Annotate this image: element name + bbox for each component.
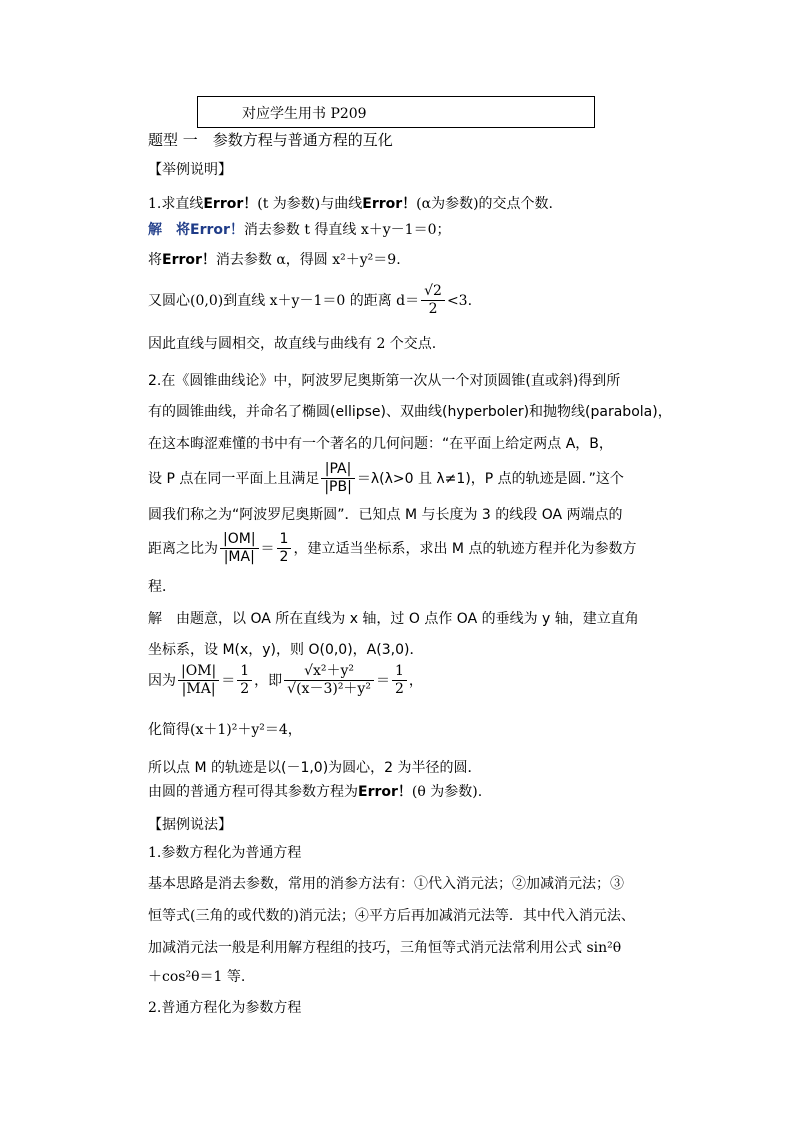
method-body-2: 恒等式(三角的或代数的)消元法；④平方后再加减消元法等．其中代入消元法、 xyxy=(148,908,635,924)
ex1-conclusion: 因此直线与圆相交，故直线与曲线有 2 个交点. xyxy=(148,336,437,352)
ex2-line7: 程． xyxy=(148,579,176,595)
ex2-solution-line4: 化简得(x＋1)²＋y²＝4， xyxy=(148,722,302,738)
examples-label: 【举例说明】 xyxy=(148,162,232,178)
reference-box xyxy=(197,96,595,128)
method-title-1: 1.参数方程化为普通方程 xyxy=(148,845,302,861)
ex1-solution-line3: 又圆心(0,0)到直线 x＋y－1＝0 的距离 d＝ $\frac{√2}{2}$ <3. xyxy=(148,283,473,318)
ex2-line6: 距离之比为 $\frac{|OM|}{|MA|}$ ＝ $\frac{1}{2}$ ，建立适当坐标系，求出 M 点的轨迹方程并化为参数方 xyxy=(148,531,637,566)
ex2-solution-line1: 解 由题意，以 OA 所在直线为 x 轴，过 O 点作 OA 的垂线为 y 轴，建立直角 xyxy=(148,611,639,627)
reference-text: 对应学生用书 P209 xyxy=(242,106,367,122)
ex2-solution-line5: 所以点 M 的轨迹是以(－1,0)为圆心，2 为半径的圆． xyxy=(148,760,482,776)
ex2-line4: 设 P 点在同一平面上且满足 $\frac{|PA|}{|PB|}$ ＝λ(λ>0 且 λ≠1)，P 点的轨迹是圆．”这个 xyxy=(148,461,624,496)
method-title-2: 2.普通方程化为参数方程 xyxy=(148,1000,302,1016)
ex2-line1: 2.在《圆锥曲线论》中，阿波罗尼奥斯第一次从一个对顶圆锥(直或斜)得到所 xyxy=(148,373,621,389)
method-body-1: 基本思路是消去参数，常用的消参方法有：①代入消元法；②加减消元法；③ xyxy=(148,876,624,892)
ex2-line2: 有的圆锥曲线，并命名了椭圆(ellipse)、双曲线(hyperboler)和抛物线(parabola)， xyxy=(148,404,672,420)
ex1-solution-line1: 解 将Error！消去参数 t 得直线 x＋y－1＝0； xyxy=(148,222,451,238)
method-body-4: ＋cos²θ＝1 等. xyxy=(148,969,246,985)
ex2-solution-line2: 坐标系，设 M(x，y)，则 O(0,0)，A(3,0)． xyxy=(148,642,424,658)
section-title: 题型 一 参数方程与普通方程的互化 xyxy=(148,131,393,149)
ex2-solution-line3: 因为 $\frac{|OM|}{|MA|}$ ＝ $\frac{1}{2}$ ，即 $\frac{\text{√x²＋y²}}{\text{√(x－3)²＋y²}}$ ＝ $\frac{1}{2}$ ， xyxy=(148,663,423,698)
method-label: 【据例说法】 xyxy=(148,817,232,833)
ex2-line3: 在这本晦涩难懂的书中有一个著名的几何问题：“在平面上给定两点 A，B， xyxy=(148,436,613,452)
method-body-3: 加减消元法一般是利用解方程组的技巧，三角恒等式消元法常利用公式 sin²θ xyxy=(148,940,622,956)
distance-fraction: $\frac{√2}{2}$ xyxy=(421,284,445,318)
ex2-solution-line6: 由圆的普通方程可得其参数方程为Error！(θ 为参数). xyxy=(148,784,483,800)
ex1-question: 1.求直线Error！(t 为参数)与曲线Error！(α为参数)的交点个数. xyxy=(148,196,553,212)
pa-pb-fraction: $\frac{|PA|}{|PB|}$ xyxy=(321,462,354,496)
ex2-line5: 圆我们称之为“阿波罗尼奥斯圆”．已知点 M 与长度为 3 的线段 OA 两端点的 xyxy=(148,507,623,523)
sqrt-fraction: $\frac{\text{√x²＋y²}}{\text{√(x－3)²＋y²}}$ xyxy=(284,664,374,698)
ex1-solution-line2: 将Error！消去参数 α，得圆 x²＋y²＝9. xyxy=(148,252,401,268)
